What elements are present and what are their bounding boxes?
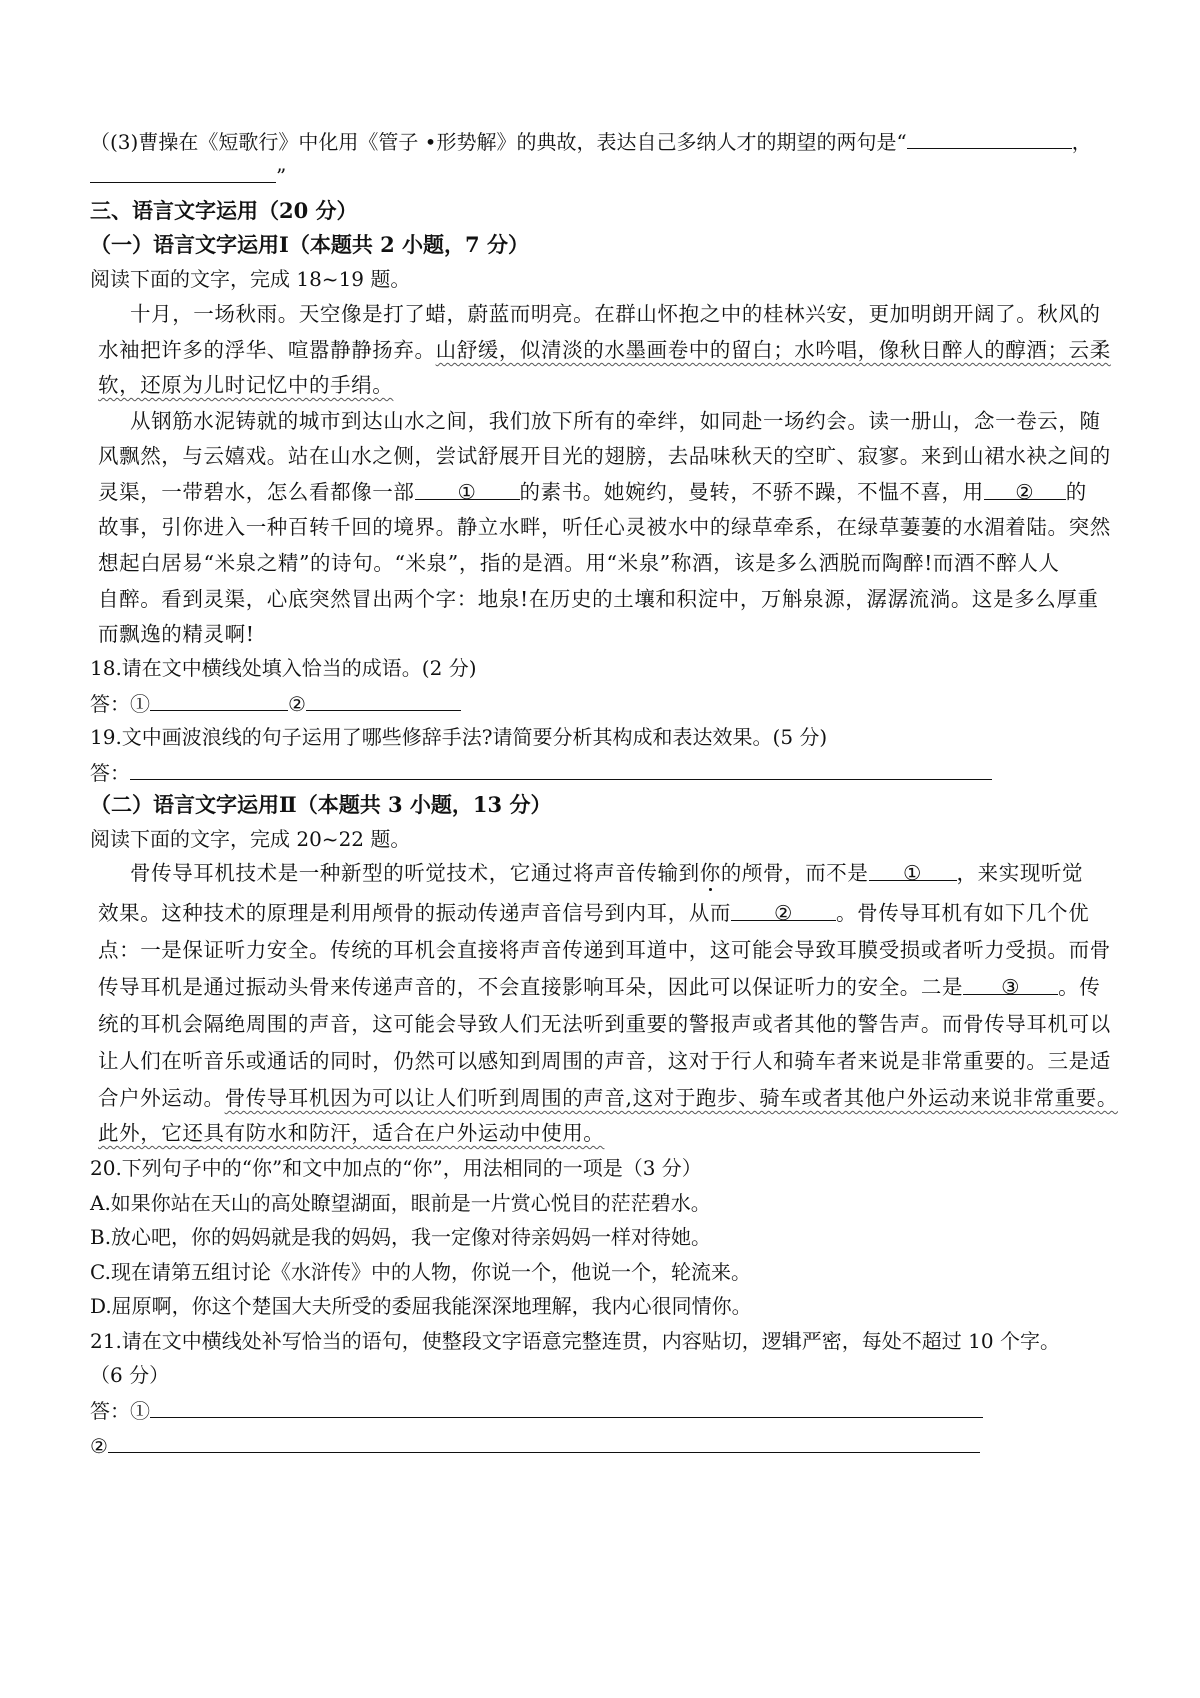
question-17-3-text: （(3)曹操在《短歌行》中化用《管子 •形势解》的典故，表达自己多纳人才的期望的两句是“ xyxy=(90,130,907,154)
question-19-answer xyxy=(90,757,992,788)
question-21-answer-2 xyxy=(90,1430,980,1461)
blank-label: ② xyxy=(774,901,793,925)
question-18-answer xyxy=(90,688,461,719)
answer-field-19[interactable] xyxy=(130,757,992,780)
answer-label: 答：① xyxy=(90,1399,150,1423)
part2-instruction: 阅读下面的文字，完成 20~22 题。 xyxy=(90,827,411,851)
passage2-line xyxy=(98,1083,1118,1113)
passage1-line: 风飘然，与云嬉戏。站在山水之侧，尝试舒展开目光的翅膀，去品味秋天的空旷、寂寥。来到山裙水袂之间的 xyxy=(98,444,1111,468)
answer-label: ② xyxy=(90,1434,108,1458)
passage2-line: 让人们在听音乐或通话的同时，仍然可以感知到周围的声音，这对于行人和骑车者来说是非常重要的。三是适 xyxy=(98,1049,1111,1073)
blank-3[interactable] xyxy=(963,972,1058,999)
answer-label: 答： xyxy=(90,761,130,785)
passage2-line xyxy=(98,898,1089,928)
answer-field-18-1[interactable] xyxy=(150,688,288,711)
passage2-text: 效果。这种技术的原理是利用颅骨的振动传递声音信号到内耳，从而 xyxy=(98,901,731,925)
passage1-line: 从钢筋水泥铸就的城市到达山水之间，我们放下所有的牵绊，如同赴一场约会。读一册山，念一卷云，随 xyxy=(130,409,1101,433)
wavy-underlined-sentence: 山舒缓，似清淡的水墨画卷中的留白；水吟唱，像秋日醉人的醇酒；云柔 xyxy=(435,338,1111,362)
passage2-text: 。传 xyxy=(1058,975,1101,999)
passage2-line xyxy=(98,972,1100,1002)
passage2-text: ，来实现听觉 xyxy=(956,861,1084,885)
question-21-score: （6 分） xyxy=(90,1363,170,1387)
part2-title: （二）语言文字运用Ⅱ（本题共 3 小题，13 分） xyxy=(90,792,552,817)
option-a[interactable]: A.如果你站在天山的高处瞭望湖面，眼前是一片赏心悦目的茫茫碧水。 xyxy=(90,1191,711,1215)
dotted-character: 你 xyxy=(699,861,721,885)
passage2-text: 的颅骨，而不是 xyxy=(720,861,869,885)
wavy-underlined-sentence: 骨传导耳机因为可以让人们听到周围的声音,这对于跑步、骑车或者其他户外运动来说非常重要。 xyxy=(224,1086,1118,1110)
answer-field-18-2[interactable] xyxy=(306,688,461,711)
passage1-line xyxy=(98,477,1087,507)
passage2-line: 点：一是保证听力安全。传统的耳机会直接将声音传递到耳道中，这可能会导致耳膜受损或者听力受损。而骨 xyxy=(98,938,1111,962)
wavy-underlined-sentence: 软，还原为儿时记忆中的手绢。 xyxy=(98,373,394,397)
part1-instruction: 阅读下面的文字，完成 18~19 题。 xyxy=(90,267,411,291)
passage1-text: 的 xyxy=(1065,480,1087,504)
answer-label: ② xyxy=(288,692,306,716)
question-17-3 xyxy=(90,126,1092,157)
passage1-line: 而飘逸的精灵啊! xyxy=(98,622,255,646)
passage2-text: 骨传导耳机技术是一种新型的听觉技术，它通过将声音传输到 xyxy=(130,861,700,885)
blank-label: ① xyxy=(457,480,477,504)
blank-1[interactable] xyxy=(869,858,957,885)
question-21: 21.请在文中横线处补写恰当的语句，使整段文字语意完整连贯，内容贴切，逻辑严密，每处不超过 10 个字。 xyxy=(90,1329,1060,1353)
answer-field-21-1[interactable] xyxy=(150,1395,983,1418)
blank-label: ③ xyxy=(1001,975,1021,999)
wavy-underlined-sentence: 此外，它还具有防水和防汗，适合在户外运动中使用。 xyxy=(98,1121,605,1145)
question-17-3-cont xyxy=(90,160,286,191)
passage1-line xyxy=(98,335,1111,365)
answer-blank-17-3-a[interactable] xyxy=(907,126,1072,149)
blank-label: ① xyxy=(903,861,922,885)
passage1-text: 的素书。她婉约，曼转，不骄不躁，不愠不喜，用 xyxy=(519,480,984,504)
passage1-text: 灵渠，一带碧水，怎么看都像一部 xyxy=(98,480,415,504)
passage2-text: 。骨传导耳机有如下几个优 xyxy=(836,901,1090,925)
answer-field-21-2[interactable] xyxy=(108,1430,980,1453)
answer-label: 答：① xyxy=(90,692,150,716)
question-18: 18.请在文中横线处填入恰当的成语。(2 分) xyxy=(90,656,477,680)
comma: ， xyxy=(1071,130,1092,154)
passage2-line: 统的耳机会隔绝周围的声音，这可能会导致人们无法听到重要的警报声或者其他的警告声。而骨传导耳机可以 xyxy=(98,1012,1111,1036)
blank-2[interactable] xyxy=(984,477,1066,504)
passage1-line: 故事，引你进入一种百转千回的境界。静立水畔，听任心灵被水中的绿草牵系，在绿草萋萋的水湄着陆。突然 xyxy=(98,515,1111,539)
passage1-line: 十月，一场秋雨。天空像是打了蜡，蔚蓝而明亮。在群山怀抱之中的桂林兴安，更加明朗开阔了。秋风的 xyxy=(130,302,1101,326)
passage1-line: 自醉。看到灵渠，心底突然冒出两个字：地泉!在历史的土壤和积淀中，万斛泉源，潺潺流淌。这是多么厚重 xyxy=(98,587,1099,611)
option-b[interactable]: B.放心吧，你的妈妈就是我的妈妈，我一定像对待亲妈妈一样对待她。 xyxy=(90,1225,712,1249)
passage2-text: 传导耳机是通过振动头骨来传递声音的，不会直接影响耳朵，因此可以保证听力的安全。二是 xyxy=(98,975,964,999)
passage2-line xyxy=(98,1118,604,1148)
passage1-text: 水袖把许多的浮华、喧嚣静静扬弃。 xyxy=(98,338,436,362)
part1-title: （一）语言文字运用Ⅰ（本题共 2 小题，7 分） xyxy=(90,232,529,257)
blank-1[interactable] xyxy=(415,477,520,504)
passage1-line: 想起白居易“米泉之精”的诗句。“米泉”，指的是酒。用“米泉”称酒，该是多么洒脱而陶醉!而酒不醉人人 xyxy=(98,551,1060,575)
passage2-line xyxy=(130,858,1083,888)
passage1-line xyxy=(98,370,393,400)
question-19: 19.文中画波浪线的句子运用了哪些修辞手法?请简要分析其构成和表达效果。(5 分) xyxy=(90,725,828,749)
option-c[interactable]: C.现在请第五组讨论《水浒传》中的人物，你说一个，他说一个，轮流来。 xyxy=(90,1260,751,1284)
question-21-answer-1 xyxy=(90,1395,983,1426)
passage2-text: 合户外运动。 xyxy=(98,1086,225,1110)
section-title: 三、语言文字运用（20 分） xyxy=(90,198,358,223)
close-quote: ” xyxy=(276,164,287,188)
answer-blank-17-3-b[interactable] xyxy=(90,160,276,183)
option-d[interactable]: D.屈原啊，你这个楚国大夫所受的委屈我能深深地理解，我内心很同情你。 xyxy=(90,1294,752,1318)
blank-label: ② xyxy=(1015,480,1035,504)
blank-2[interactable] xyxy=(731,898,836,925)
question-20: 20.下列句子中的“你”和文中加点的“你”，用法相同的一项是（3 分） xyxy=(90,1156,702,1180)
